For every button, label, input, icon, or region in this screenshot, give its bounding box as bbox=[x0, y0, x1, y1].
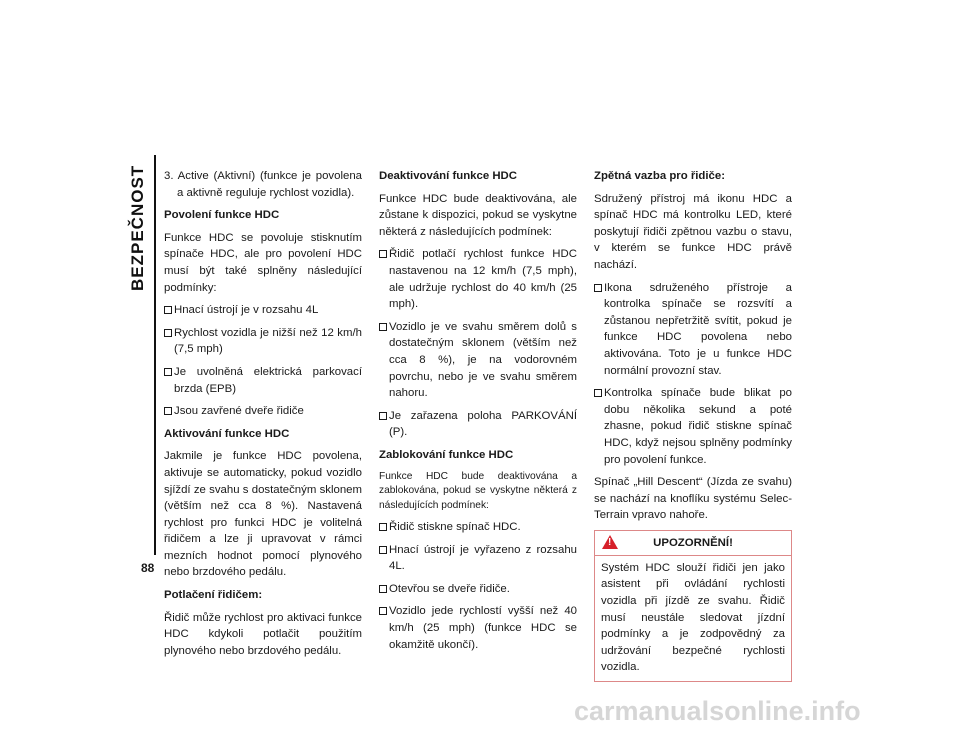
numbered-item-3: 3. Active (Aktivní) (funkce je povolena a aktivně reguluje rychlost vozidla). bbox=[164, 170, 362, 199]
paragraph-spinac: Spínač „Hill Descent“ (Jízda ze svahu) se nachází na knoflíku systému Selec-Terrain vpravo nahoře. bbox=[594, 476, 792, 522]
column-2 bbox=[379, 168, 577, 659]
column-1 bbox=[164, 168, 362, 665]
warning-title: UPOZORNĚNÍ! bbox=[653, 536, 733, 549]
warning-header bbox=[595, 531, 791, 556]
section-divider bbox=[154, 155, 156, 555]
heading-povoleni: Povolení funkce HDC bbox=[164, 209, 280, 222]
deactivation-list bbox=[379, 246, 577, 441]
list-item: Hnací ústrojí je vyřazeno z rozsahu 4L. bbox=[379, 542, 577, 575]
list-item: Je uvolněná elektrická parkovací brzda (EPB) bbox=[164, 364, 362, 397]
paragraph-zablokovani: Funkce HDC bude deaktivována a zablokována, pokud se vyskytne některá z následujících podmínek: bbox=[379, 470, 577, 511]
heading-aktivovani: Aktivování funkce HDC bbox=[164, 427, 290, 440]
heading-zablokovani: Zablokování funkce HDC bbox=[379, 448, 514, 461]
list-item: Hnací ústrojí je v rozsahu 4L bbox=[164, 302, 362, 319]
list-item: Rychlost vozidla je nižší než 12 km/h (7,5 mph) bbox=[164, 325, 362, 358]
list-item: Řidič stiskne spínač HDC. bbox=[379, 519, 577, 536]
page-number: 88 bbox=[141, 561, 155, 575]
section-title: BEZPEČNOST bbox=[128, 164, 147, 291]
list-item: Kontrolka spínače bude blikat po dobu několika sekund a poté zhasne, pokud řidič stiskne spínač HDC, když nejsou splněny podmínky pro povolení funkce. bbox=[594, 385, 792, 468]
feedback-list bbox=[594, 280, 792, 469]
paragraph-deaktivovani: Funkce HDC bude deaktivována, ale zůstane k dispozici, pokud se vyskytne některá z následujících podmínek: bbox=[379, 192, 577, 238]
list-item: Řidič potlačí rychlost funkce HDC nastavenou na 12 km/h (7,5 mph), ale udržuje rychlost do 40 km/h (25 mph). bbox=[379, 246, 577, 312]
watermark: carmanualsonline.info bbox=[574, 696, 861, 726]
warning-icon: ! bbox=[602, 535, 618, 549]
list-item: Vozidlo jede rychlostí vyšší než 40 km/h (25 mph) (funkce HDC se okamžitě ukončí). bbox=[379, 603, 577, 653]
heading-zpetna-vazba: Zpětná vazba pro řidiče: bbox=[594, 170, 726, 182]
paragraph-aktivovani: Jakmile je funkce HDC povolena, aktivuje se automaticky, pokud vozidlo sjíždí ze svahu s dostatečným sklonem (větším než cca 8 %). Nastavená rychlost pro funkci HDC je volitelná řidičem a lze ji upravovat v rámci mezních hodnot pomocí plynového nebo brzdového pedálu. bbox=[164, 450, 362, 579]
list-item: Otevřou se dveře řidiče. bbox=[379, 581, 577, 598]
list-item: Jsou zavřené dveře řidiče bbox=[164, 403, 362, 420]
column-3 bbox=[594, 168, 792, 682]
list-item: Je zařazena poloha PARKOVÁNÍ (P). bbox=[379, 408, 577, 441]
list-item: Vozidlo je ve svahu směrem dolů s dostatečným sklonem (větším než cca 8 %), je na vodorovném povrchu, nebo je ve svahu směrem nahoru. bbox=[379, 319, 577, 402]
list-item: Ikona sdruženého přístroje a kontrolka spínače se rozsvítí a zůstanou nepřetržitě svítit, pokud je funkce HDC povolena nebo aktivována. Toto je u funkce HDC normální provozní stav. bbox=[594, 280, 792, 380]
warning-box bbox=[594, 530, 792, 682]
paragraph-zpetna-vazba: Sdružený přístroj má ikonu HDC a spínač HDC má kontrolku LED, které poskytují řidiči zpětnou vazbu o stavu, v kterém se funkce HDC právě nachází. bbox=[594, 192, 792, 271]
conditions-list bbox=[164, 302, 362, 420]
heading-deaktivovani: Deaktivování funkce HDC bbox=[379, 170, 517, 182]
block-list bbox=[379, 519, 577, 653]
paragraph-potlaceni: Řidič může rychlost pro aktivaci funkce HDC kdykoli potlačit použitím plynového nebo brzdového pedálu. bbox=[164, 611, 362, 657]
warning-text: Systém HDC slouží řidiči jen jako asistent při ovládání rychlosti vozidla při jízdě ze svahu. Řidič musí neustále sledovat jízdní podmínky a je zodpovědný za udržování bezpečné rychlosti vozidla. bbox=[601, 561, 785, 674]
paragraph-povoleni: Funkce HDC se povoluje stisknutím spínače HDC, ale pro povolení HDC musí být také splněny následující podmínky: bbox=[164, 231, 362, 294]
heading-potlaceni: Potlačení řidičem: bbox=[164, 589, 263, 602]
